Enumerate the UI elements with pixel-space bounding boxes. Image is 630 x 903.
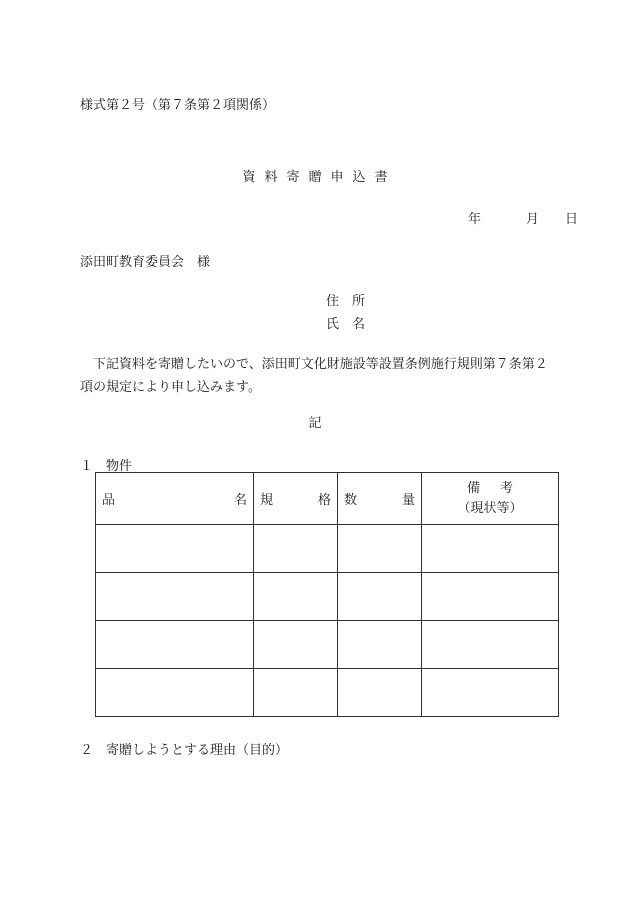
application-statement: 下記資料を寄贈したいので、添田町文化財施設等設置条例施行規則第７条第２項の規定により申し込みます。 bbox=[80, 357, 548, 395]
cell-spec[interactable] bbox=[254, 573, 338, 621]
date-day: 日 bbox=[565, 212, 579, 227]
form-number: 様式第２号（第７条第２項関係） bbox=[80, 98, 276, 113]
table-row bbox=[96, 669, 559, 717]
date-month: 月 bbox=[526, 212, 540, 227]
table-row bbox=[96, 525, 559, 573]
document-title: 資料寄贈申込書 bbox=[242, 170, 397, 185]
recipient: 添田町教育委員会 様 bbox=[80, 255, 211, 270]
date-year: 年 bbox=[468, 212, 482, 227]
table-row bbox=[96, 573, 559, 621]
cell-remarks[interactable] bbox=[422, 669, 559, 717]
date-line bbox=[468, 208, 578, 227]
col-remarks-label: 備考 bbox=[466, 480, 533, 496]
cell-item-name[interactable] bbox=[96, 621, 254, 669]
cell-quantity[interactable] bbox=[338, 525, 422, 573]
col-quantity-a: 数 bbox=[344, 493, 358, 508]
cell-item-name[interactable] bbox=[96, 573, 254, 621]
table-header-row bbox=[96, 473, 559, 525]
items-table bbox=[95, 472, 559, 717]
cell-quantity[interactable] bbox=[338, 669, 422, 717]
col-remarks-sub: （現状等） bbox=[457, 500, 523, 516]
col-remarks bbox=[422, 473, 559, 525]
address-label: 住 所 bbox=[326, 294, 366, 309]
cell-remarks[interactable] bbox=[422, 525, 559, 573]
cell-quantity[interactable] bbox=[338, 573, 422, 621]
cell-spec[interactable] bbox=[254, 621, 338, 669]
table-row bbox=[96, 621, 559, 669]
cell-spec[interactable] bbox=[254, 525, 338, 573]
col-spec bbox=[254, 473, 338, 525]
cell-remarks[interactable] bbox=[422, 573, 559, 621]
cell-quantity[interactable] bbox=[338, 621, 422, 669]
col-spec-b: 格 bbox=[317, 493, 331, 508]
col-quantity-b: 量 bbox=[401, 493, 415, 508]
cell-item-name[interactable] bbox=[96, 525, 254, 573]
section2-heading: ２ 寄贈しようとする理由（目的） bbox=[80, 743, 289, 758]
col-item-name bbox=[96, 473, 254, 525]
cell-remarks[interactable] bbox=[422, 621, 559, 669]
name-label: 氏 名 bbox=[326, 317, 366, 332]
col-item-name-a: 品 bbox=[102, 493, 116, 508]
section1-heading: １ 物件 bbox=[80, 459, 133, 474]
ki-marker: 記 bbox=[308, 416, 322, 431]
cell-spec[interactable] bbox=[254, 669, 338, 717]
cell-item-name[interactable] bbox=[96, 669, 254, 717]
col-item-name-b: 名 bbox=[233, 493, 247, 508]
col-quantity bbox=[338, 473, 422, 525]
col-spec-a: 規 bbox=[260, 493, 274, 508]
